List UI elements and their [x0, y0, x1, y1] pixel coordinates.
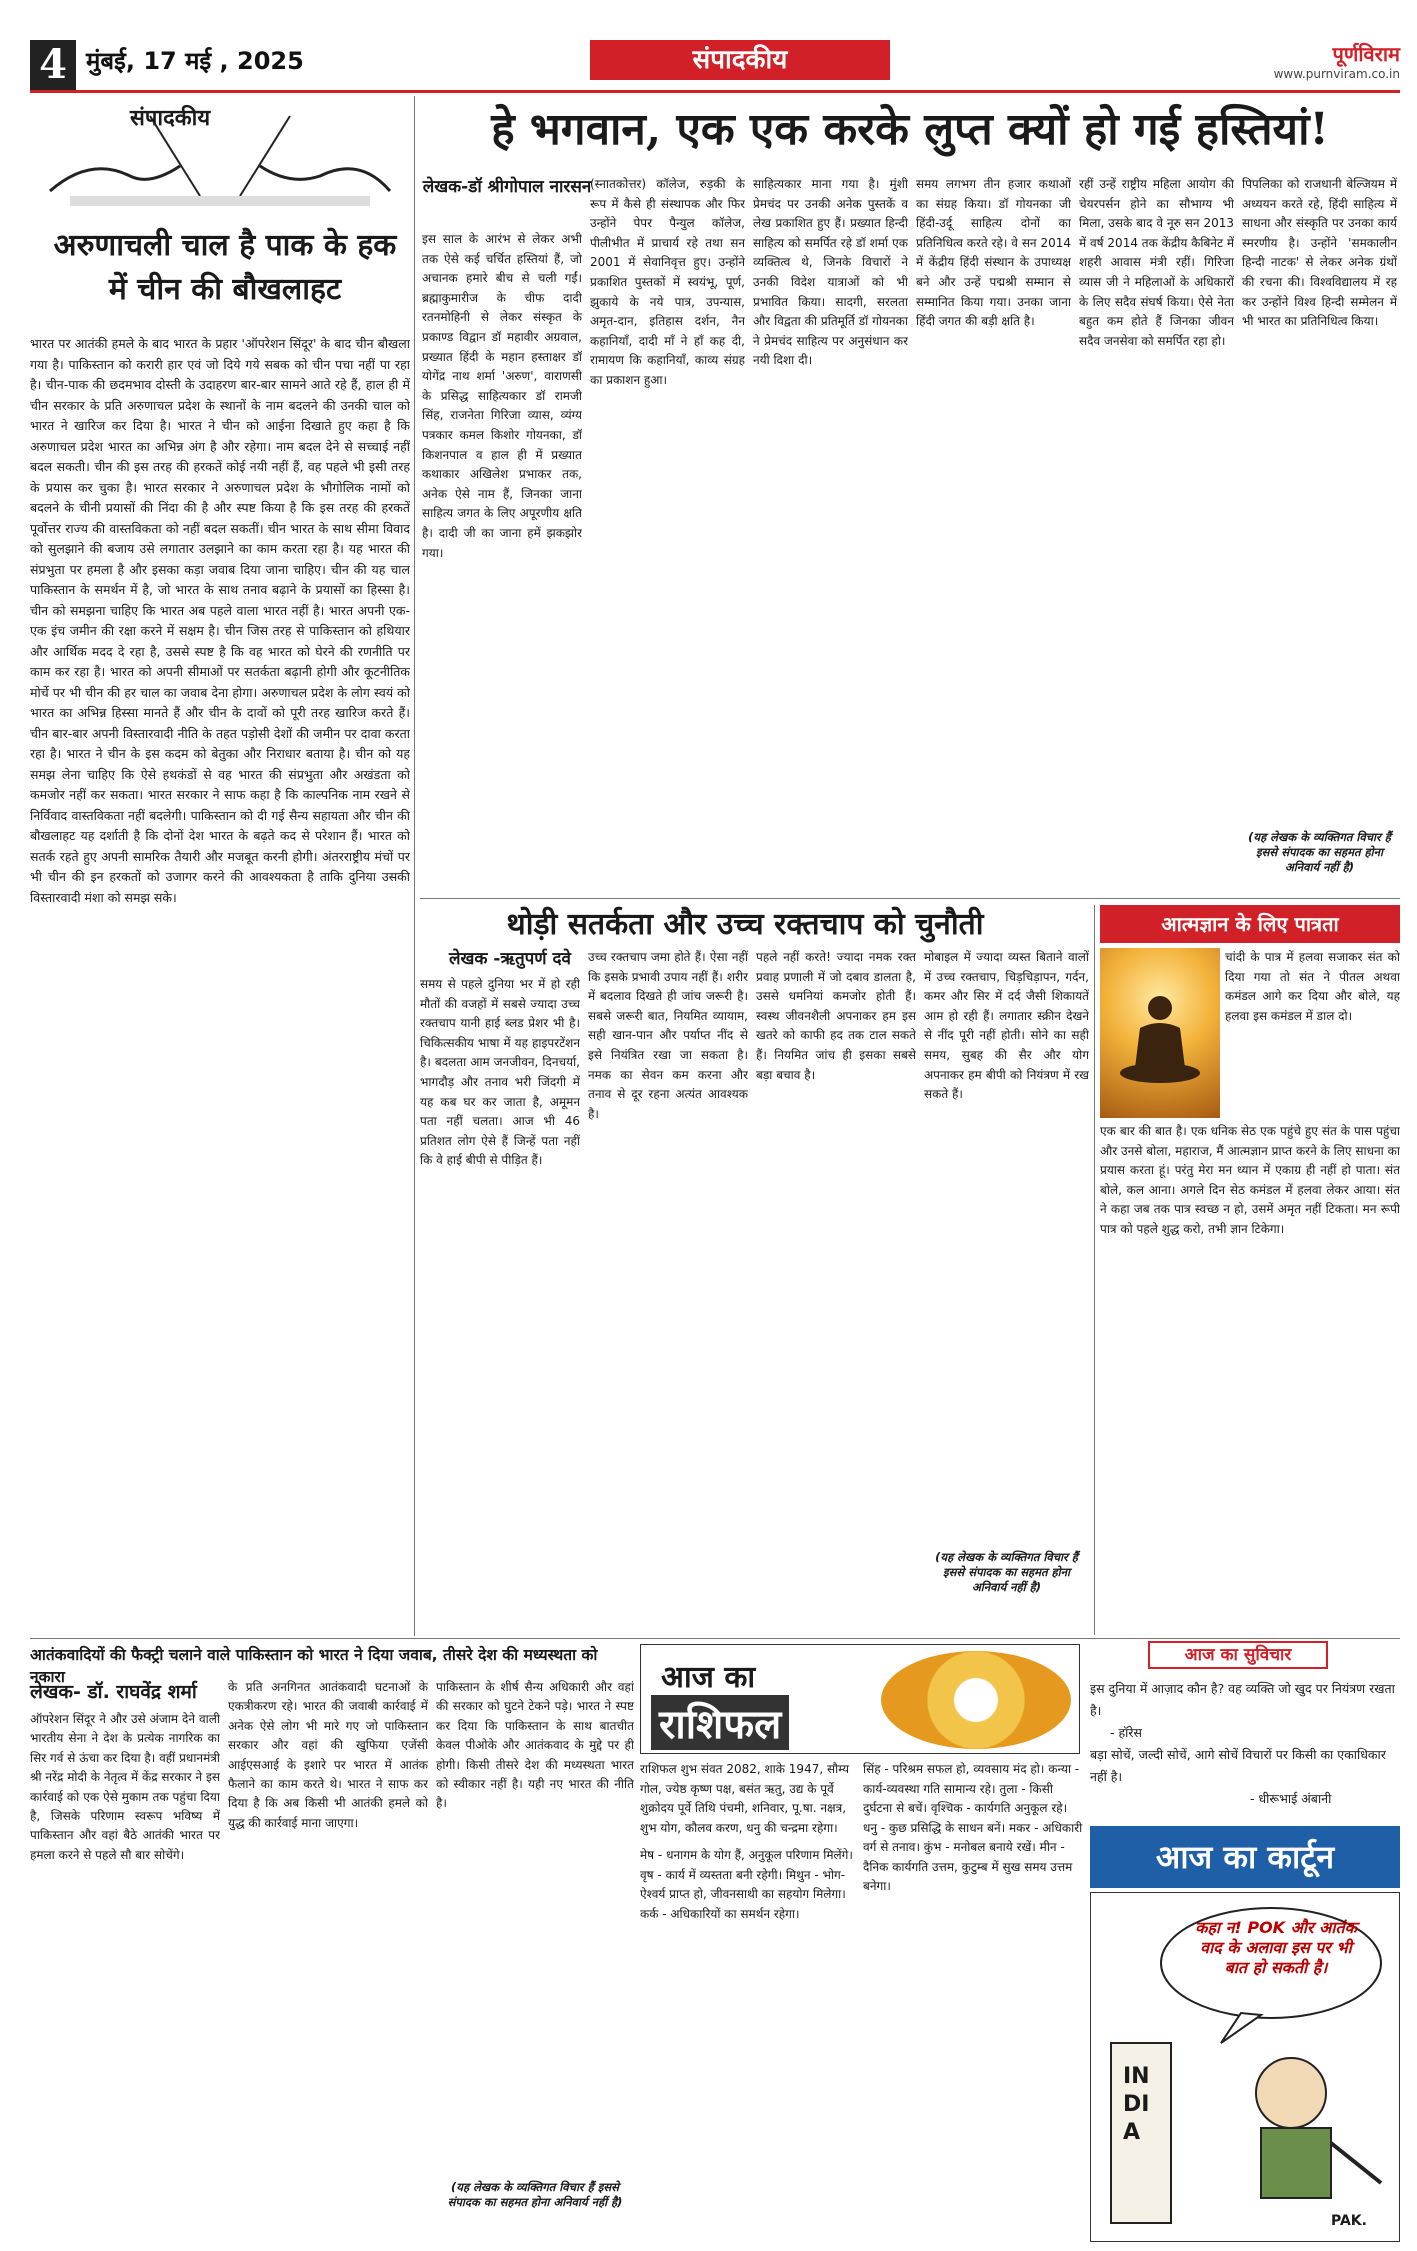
editorial-body: भारत पर आतंकी हमले के बाद भारत के प्रहार 'ऑपरेशन सिंदूर' के बाद चीन बौखला गया है। पाकिस्तान को करारी हार एवं जो दिये गये सबक को चीन पचा नहीं पा रहा है। चीन-पाक की छदमभाव दोस्ती के उदाहरण बार-बार सामने आते रहे हैं, हाल ही में चीन सरकार के प्रति अरुणाचल प्रदेश के स्थानों के नाम बदलने की उनकी चाल को भारत ने खारिज कर दिया है। भारत ने चीन को आईना दिखाते हुए कहा है कि अरुणाचल प्रदेश भारत का अभिन्न अंग है और रहेगा। नाम बदल देने से सच्चाई नहीं बदल सकती। चीन की इस तरह की हरकतें कोई नयी नहीं हैं, वह पहले भी इसी तरह के प्रयास कर चुका है। भारत सरकार ने अरुणाचल प्रदेश के भौगोलिक नामों को बदलने के चीनी प्रयासों की निंदा की है और स्पष्ट किया है कि इस तरह की हरकतें पूर्वोत्तर राज्य की वास्तविकता को नहीं बदल सकतीं। चीन भारत के साथ सीमा विवाद को सुलझाने की बजाय उसे लगातार उलझाने का काम करता रहा है। यह भारत की संप्रभुता पर हमला है और इसका कड़ा जवाब दिया जाना चाहिए। चीन की यह चाल पाकिस्तान के समर्थन में है, जो भारत के साथ तनाव बढ़ाने के प्रयासों का हिस्सा है। चीन को समझना चाहिए कि भारत अब पहले वाला भारत नहीं है। भारत अपनी एक-एक इंच जमीन की रक्षा करने में सक्षम है। चीन जिस तरह से पाकिस्तान को हथियार और आर्थिक मदद दे रहा है, उससे स्पष्ट है कि वह भारत को घेरने की रणनीति पर काम कर रहा है। भारत को अपनी सीमाओं पर सतर्कता बढ़ानी होगी और कूटनीतिक मोर्चे पर भी चीन की हर चाल का जवाब देना होगा। अरुणाचल प्रदेश के लोग स्वयं को भारत का अभिन्न हिस्सा मानते हैं और चीन के दावों को पूरी तरह खारिज करते हैं। चीन बार-बार अपनी विस्तारवादी नीति के तहत पड़ोसी देशों की जमीन पर दावा करता रहा है। भारत ने चीन के इस कदम को बेतुका और निराधार बताया है। चीन को यह समझ लेना चाहिए कि ऐसे हथकंडों से वह भारत की संप्रभुता और अखंडता को कमजोर नहीं कर सकता। भारत सरकार ने साफ कहा है कि काल्पनिक नाम रखने से निर्विवाद वास्तविकता नहीं बदलेगी। पाकिस्तान को दी गई सैन्य सहायता और चीन की बौखलाहट यह दर्शाती है कि दोनों देश भारत के बढ़ते कद से परेशान हैं। भारत को सतर्क रहते हुए अपनी सामरिक तैयारी और मजबूत करनी होगी। अंतरराष्ट्रीय मंचों पर भी चीन की इन हरकतों को उजागर करने की आवश्यकता है ताकि दुनिया उसकी विस्तारवादी मंशा को समझ सके।	[30, 336, 410, 905]
article2-byline: लेखक -ऋतुपर्ण दवे	[449, 949, 571, 969]
cartoon-flag-label: INDIA	[1123, 2064, 1150, 2145]
rashifal-signs-1: मेष - धनागम के योग हैं, अनुकूल परिणाम मिलेंगे। वृष - कार्य में व्यस्तता बनी रहेगी। मिथुन - भोग-ऐश्वर्य प्राप्त हो, जीवनसाथी का सहयोग मिलेगा। कर्क - अधिकारियों का समर्थन रहेगा।	[640, 1848, 853, 1921]
atma-headline: आत्मज्ञान के लिए पात्रता	[1100, 905, 1400, 943]
article2-col-4: मोबाइल में ज्यादा व्यस्त बिताने वालों में उच्च रक्तचाप, चिड़चिड़ापन, गर्दन, कमर और सिर में दर्द जैसी शिकायतें आम हो रही हैं। लगातार स्क्रीन देखने से नींद पूरी नहीं होती। सोने का सही समय, सुबह की सैर और योग अपनाकर हम बीपी को नियंत्रण में रख सकते हैं।	[924, 950, 1089, 1102]
brand	[1274, 40, 1400, 81]
bottom-col-3: पाकिस्तान के शीर्ष सैन्य अधिकारी और वहां की सरकार को घुटने टेकने पड़े। भारत ने स्पष्ट कर दिया कि पाकिस्तान के साथ बातचीत केवल पीओके और आतंकवाद के मुद्दे पर ही होगी। किसी तीसरे देश की मध्यस्थता भारत को स्वीकार नहीं है। यही नए भारत की नीति है।	[436, 1680, 634, 1811]
rashifal-intro: राशिफल शुभ संवत 2082, शाके 1947, सौम्य गोल, ज्येष्ठ कृष्ण पक्ष, बसंत ऋतु, उद्य के पूर्वे शुक्रोदय पूर्वे तिथि पंचमी, शनिवार, पू.षा. नक्षत्र, शुभ योग, कौलव करण, धनु की चन्द्रमा रहेगा।	[640, 1762, 850, 1835]
editorial-logo	[30, 96, 410, 216]
rashifal-title-2: राशिफल	[651, 1695, 789, 1750]
cartoon-headline: आज का कार्टून	[1090, 1826, 1400, 1888]
article2-disclaimer: (यह लेखक के व्यक्तिगत विचार हैं इससे संपादक का सहमत होना अनिवार्य नहीं है)	[935, 1550, 1078, 1594]
section-divider	[420, 898, 1400, 899]
article2-headline: थोड़ी सतर्कता और उच्च रक्तचाप को चुनौती	[506, 907, 984, 942]
suvichar-headline: आज का सुविचार	[1148, 1641, 1328, 1669]
rashifal-col-2: सिंह - परिश्रम सफल हो, व्यवसाय मंद हो। कन्या - कार्य-व्यवस्था गति सामान्य रहे। तुला - किसी दुर्घटना से बचें। वृश्चिक - कार्यगति अनुकूल रहे। धनु - कुछ प्रसिद्धि के साधन बनें। मकर - अधिकारी वर्ग से तनाव। कुंभ - मनोबल बनाये रखें। मीन - दैनिक कार्यगति उत्तम, कुटुम्ब में सुख समय उत्तम बनेगा।	[863, 1762, 1083, 1893]
suvichar-line-2: बड़ा सोचें, जल्दी सोचें, आगे सोचें विचारों पर किसी का एकाधिकार नहीं है।	[1090, 1747, 1386, 1784]
atma-text-2: एक बार की बात है। एक धनिक सेठ एक पहुंचे हुए संत के पास पहुंचा और उनसे बोला, महाराज, मैं आत्मज्ञान प्राप्त करने के लिए साधना का प्रयास करता हूं। परंतु मेरा मन ध्यान में एकाग्र ही नहीं हो पाता। संत बोले, कल आना। अगले दिन सेठ कमंडल में हलवा लेकर आया। संत ने कहा जब तक पात्र स्वच्छ न हो, उसमें अमृत नहीं टिकता। मन रूपी पात्र को पहले शुद्ध करो, तभी ज्ञान टिकेगा।	[1100, 1124, 1400, 1236]
rashifal-banner	[640, 1644, 1080, 1754]
meditating-figure-icon	[1100, 948, 1220, 1118]
article-lost-personalities	[422, 175, 1397, 895]
article2-col-1: समय से पहले दुनिया भर में हो रही मौतों की वजहों में सबसे ज्यादा उच्च रक्तचाप यानी हाई ब्लड प्रेशर भी है। चिकित्सकीय भाषा में यह हाइपरटेंशन है। बदलता आम जनजीवन, दिनचर्या, भागदौड़ और तनाव भरी जिंदगी में यह कब घर कर जाता है, अमूमन पता नहीं चलता। आज भी 46 प्रतिशत लोग ऐसे हैं जिन्हें पता नहीं कि वे हाई बीपी से पीड़ित हैं।	[420, 977, 580, 1168]
article1-byline: लेखक-डॉ श्रीगोपाल नारसन	[422, 177, 592, 197]
bottom-disclaimer: (यह लेखक के व्यक्तिगत विचार हैं इससे संपादक का सहमत होना अनिवार्य नहीं है)	[447, 2180, 623, 2209]
editorial	[30, 96, 410, 1636]
atma-text-1: चांदी के पात्र में हलवा सजाकर संत को दिया गया तो संत ने पीतल अथवा कमंडल आगे कर दिया और बोले, यह हलवा इस कमंडल में डाल दो।	[1225, 950, 1400, 1023]
header-rule	[30, 90, 1400, 93]
meditation-image	[1100, 948, 1220, 1118]
article1-col-5: रहीं उन्हें राष्ट्रीय महिला आयोग की चेयरपर्सन होने का सौभाग्य भी मिला, उसके बाद वे नूरु सन 2013 में वर्ष 2014 तक केंद्रीय कैबिनेट में शहरी आवास मंत्री रहीं। गिरिजा व्यास जी ने महिलाओं के अधिकारों के लिए सदैव संघर्ष किया। ऐसे नेता बहुत कम होते हैं जिनका जीवन सदैव जनसेवा को समर्पित रहा हो।	[1079, 177, 1234, 348]
rashifal-col-1	[640, 1760, 855, 2240]
zodiac-wheel-icon	[881, 1651, 1071, 1749]
article1-col-6: पिपलिका को राजधानी बेल्जियम में अध्ययन करते रहे, हिंदी साहित्य में साधना और संस्कृति पर उनका कार्य स्मरणीय है। उन्होंने 'समकालीन हिन्दी नाटक' से लेकर अनेक ग्रंथों की रचना की। विश्वविद्यालय में रह कर उन्होंने विश्व हिन्दी सम्मेलन में भी भारत का प्रतिनिधित्व किया।	[1242, 177, 1397, 329]
article2-col-2: उच्च रक्तचाप जमा होते हैं। ऐसा नहीं कि इसके प्रभावी उपाय नहीं हैं। शरीर में बदलाव दिखते ही जांच जरूरी है। सबसे जरूरी बात, नियमित व्यायाम, सही खान-पान और पर्याप्त नींद से इसे नियंत्रित रखा जा सकता है। नमक का सेवन कम करना और तनाव से दूर रहना अत्यंत आवश्यक है।	[588, 950, 748, 1121]
suvichar-body	[1090, 1678, 1400, 1810]
brand-name: पूर्णविराम	[1332, 42, 1400, 66]
suvichar-author-2: - धीरूभाई अंबानी	[1250, 1791, 1332, 1806]
bottom-col-1: ऑपरेशन सिंदूर ने और उसे अंजाम देने वाली भारतीय सेना ने देश के प्रत्येक नागरिक का सिर गर्व से ऊंचा कर दिया है। वहीं प्रधानमंत्री श्री नरेंद्र मोदी के नेतृत्व में केंद्र सरकार ने इस कार्रवाई को एक ऐसे मुकाम तक पहुंचा दिया है, जिसके परिणाम स्वरूप भविष्य में पाकिस्तान और वहां बैठे आतंकी भारत पर हमला करने से पहले सौ बार सोचेंगे।	[30, 1712, 220, 1862]
column-divider	[1094, 905, 1095, 1635]
section-divider	[30, 1638, 1400, 1639]
article1-disclaimer: (यह लेखक के व्यक्तिगत विचार हैं इससे संपादक का सहमत होना अनिवार्य नहीं है)	[1248, 830, 1391, 874]
bottom-byline: लेखक- डॉ. राघवेंद्र शर्मा	[30, 1681, 197, 1703]
section-title: संपादकीय	[590, 40, 890, 80]
column-divider	[414, 96, 415, 1636]
article1-col-2: (स्नातकोत्तर) कॉलेज, रुड़की के रूप में कैसे ही संस्थापक और फिर उन्होंने पेपर पैन्युल कॉलेज, पीलीभीत में प्राचार्य रहे तथा सन 2001 में सेवानिवृत्त हुए। उन्होंने प्रकाशित पुस्तकों में स्वयंभू, पूर्ण, झुकाये के नये पात्र, उपन्यास, अमृत-दान, इतिहास दर्शन, नैन कहानियाँ, दादी माँ ने हाँ कह दी, रामायण कि कहानियाँ, काव्य संग्रह का प्रकाशन हुआ।	[590, 177, 745, 387]
cartoon-panel	[1090, 1892, 1400, 2242]
article2-col-3: पहले नहीं करते! ज्यादा नमक रक्त प्रवाह प्रणाली में जो दबाव डालता है, उससे धमनियां कमजोर होती हैं। स्वस्थ जीवनशैली अपनाकर हम इस खतरे को काफी हद तक टाल सकते हैं। नियमित जांच ही इसका सबसे बड़ा बचाव है।	[756, 950, 916, 1082]
brand-url[interactable]: www.purnviram.co.in	[1273, 67, 1400, 81]
dateline: मुंबई, 17 मई , 2025	[86, 47, 304, 75]
cartoon-pak-label: PAK.	[1331, 2213, 1367, 2229]
article1-col-1: इस साल के आरंभ से लेकर अभी तक ऐसे कई चर्चित हस्तियां हैं, जो अचानक हमारे बीच से चली गईं। ब्रह्माकुमारीज के चीफ दादी रतनमोहिनी से लेकर संस्कृत के प्रकाण्ड विद्वान डॉ महावीर अग्रवाल, प्रख्यात हिंदी के महान हस्ताक्षर डॉ योगेंद्र नाथ शर्मा 'अरुण', वाराणसी के प्रसिद्ध साहित्यकार डॉ रामजी सिंह, राजनेता गिरिजा व्यास, व्यंग्य पत्रकार कमल किशोर गोयनका, डॉ किशनपाल व हाल ही में प्रख्यात कथाकार अखिलेश प्रभाकर तक, अनेक ऐसे नाम हैं, जिनका जाना साहित्य जगत के लिए अपूरणीय क्षति है। दादी जी का जाना हमें झकझोर गया।	[422, 232, 582, 560]
article1-col-4: समय लगभग तीन हजार कथाओं का संग्रह किया। डॉ गोयनका जी हिंदी-उर्दू साहित्य दोनों का प्रतिनिधित्व करते रहे। वे सन 2014 में केंद्रीय हिंदी संस्थान के उपाध्यक्ष बने और उन्हें पद्मश्री सम्मान से सम्मानित किया गया। उनका जाना हिंदी जगत की बड़ी क्षति है।	[916, 177, 1071, 329]
page-number: 4	[30, 40, 76, 90]
suvichar-author-1: - हॉरेस	[1110, 1725, 1142, 1740]
quill-hands-icon	[30, 96, 410, 216]
bottom-headline: आतंकवादियों की फैक्ट्री चलाने वाले पाकिस्तान को भारत ने दिया जवाब, तीसरे देश की मध्यस्थता को नकारा	[30, 1646, 598, 1686]
main-headline: हे भगवान, एक एक करके लुप्त क्यों हो गई हस्तियां!	[491, 104, 1329, 155]
cartoon-speech: कहा न! POK और आतंक वाद के अलावा इस पर भी बात हो सकती है।	[1195, 1918, 1357, 1977]
article1-col-3: साहित्यकार माना गया है। मुंशी प्रेमचंद पर उनकी अनेक पुस्तकें व लेख प्रकाशित हुए हैं। प्रख्यात हिन्दी साहित्य को समर्पित रहे डॉ शर्मा एक व्यक्तित्व थे, जिनके विचारों ने उनकी विदेश यात्राओं को भी प्रभावित किया। सादगी, सरलता और विद्वता की प्रतिमूर्ति डॉ गोयनका ने प्रेमचंद साहित्य पर अनुसंधान कर नयी दिशा दी।	[753, 177, 908, 368]
editorial-headline: अरुणाचली चाल है पाक के हक में चीन की बौखलाहट	[53, 228, 397, 307]
rashifal-title-1: आज का	[661, 1660, 756, 1695]
bottom-col-2: के प्रति अनगिनत आतंकवादी घटनाओं के एकत्रीकरण रहे। भारत की जवाबी कार्रवाई में अनेक ऐसे लोग भी मारे गए जो पाकिस्तान सरकार और वहां की खुफिया एजेंसी आईएसआई के इशारे पर भारत में आतंक फैलाने का काम करते थे। भारत ने साफ कर दिया है कि अब किसी भी आतंकी हमले को युद्ध की कार्रवाई माना जाएगा।	[228, 1680, 428, 1830]
editorial-logo-title: संपादकीय	[130, 106, 211, 131]
masthead-bar	[30, 40, 1400, 90]
suvichar-line-1: इस दुनिया में आज़ाद कौन है? वह व्यक्ति जो खुद पर नियंत्रण रखता है।	[1090, 1681, 1395, 1718]
